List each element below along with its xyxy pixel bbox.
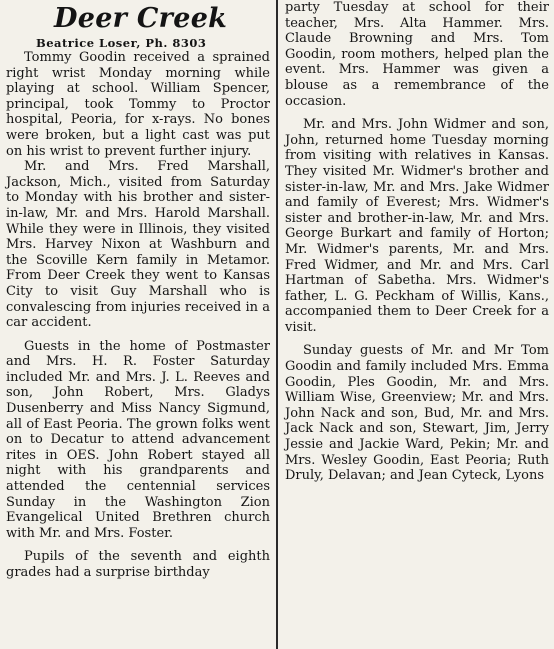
article-paragraph: Mr. and Mrs. John Widmer and son, John, returned home Tuesday morning from visiting with relatives in Kansas. They visited Mr. Widmer's brother and sister-in-law, Mr. and Mrs. Jake Widmer and family of Everest; Mrs. Widmer's sister and brother-in-law, Mr. and Mrs. George Burkart and family of Horton; Mr. Widmer's parents, Mr. and Mrs. Fred Widmer, and Mr. and Mrs. Carl Hartman of Sabetha. Mrs. Widmer's father, L. G. Peckham of Willis, Kans., accompanied them to Deer Creek for a visit. — [285, 117, 549, 335]
column-divider — [276, 0, 278, 649]
article-paragraph: Mr. and Mrs. Fred Marshall, Jackson, Mich., visited from Saturday to Monday with his brother and sister-in-law, Mr. and Mrs. Harold Marshall. While they were in Illinois, they visited Mrs. Harvey Nixon at Washburn and the Scoville Kern family in Metamor. From Deer Creek they went to Kansas City to visit Guy Marshall who is convalescing from injuries received in a car accident. — [6, 159, 270, 331]
article-paragraph: Pupils of the seventh and eighth grades had a surprise birthday — [6, 549, 270, 580]
right-column — [279, 0, 554, 649]
article-paragraph: Sunday guests of Mr. and Mr Tom Goodin and family included Mrs. Emma Goodin, Ples Goodin, Mr. and Mrs. William Wise, Greenview; Mr. and Mrs. John Nack and son, Bud, Mr. and Mrs. Jack Nack and son, Stewart, Jim, Jerry Jessie and Jackie Ward, Pekin; Mr. and Mrs. Wesley Goodin, East Peoria; Ruth Druly, Delavan; and Jean Cyteck, Lyons — [285, 343, 549, 484]
headline: Deer Creek — [54, 3, 228, 34]
article-paragraph: Tommy Goodin received a sprained right wrist Monday morning while playing at school. William Spencer, principal, took Tommy to Proctor hospital, Peoria, for x-rays. No bones were broken, but a light cast was put on his wrist to prevent further injury. — [6, 50, 270, 159]
left-column — [0, 0, 276, 649]
article-paragraph: Guests in the home of Postmaster and Mrs. H. R. Foster Saturday included Mr. and Mrs. J. L. Reeves and son, John Robert, Mrs. Gladys Dusenberry and Miss Nancy Sigmund, all of East Peoria. The grown folks went on to Decatur to attend advancement rites in OES. John Robert stayed all night with his grandparents and attended the centennial services Sunday in the Washington Zion Evangelical United Brethren church with Mr. and Mrs. Foster. — [6, 338, 270, 541]
byline: Beatrice Loser, Ph. 8303 — [36, 36, 207, 50]
article-paragraph: party Tuesday at school for their teacher, Mrs. Alta Hammer. Mrs. Claude Browning and Mrs. Tom Goodin, room mothers, helped plan the event. Mrs. Hammer was given a blouse as a remembrance of the occasion. — [285, 0, 549, 109]
